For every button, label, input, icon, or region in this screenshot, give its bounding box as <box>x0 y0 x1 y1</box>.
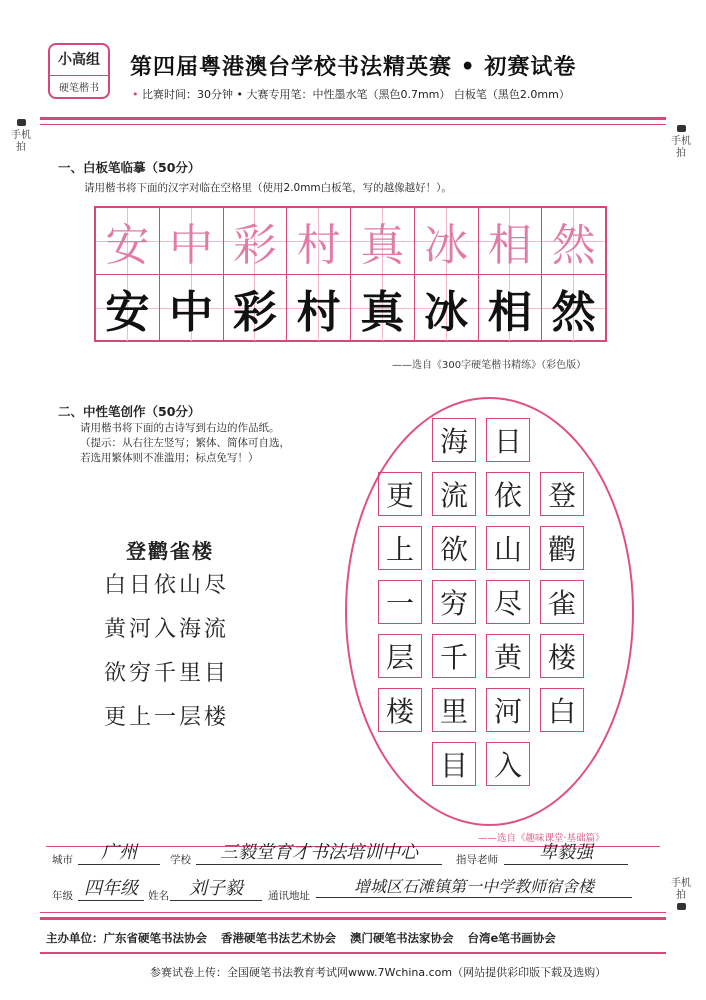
artwork-char-cell: 山 <box>486 526 530 570</box>
model-char-cell: 彩 <box>224 208 288 274</box>
artwork-char-cell: 上 <box>378 526 422 570</box>
name-label: 姓名 <box>148 890 169 902</box>
model-row <box>96 208 605 274</box>
artwork-char-cell: 登 <box>540 472 584 516</box>
camera-icon <box>677 125 686 132</box>
poem-line: 欲穷千里目 <box>104 661 230 686</box>
school-label: 学校 <box>170 854 191 866</box>
model-char-cell: 安 <box>96 208 160 274</box>
section2-instruction: 请用楷书将下面的古诗写到右边的作品纸。 （提示：从右往左竖写；繁体、简体可自选， 若选用繁体则不准滥用；标点免写！） <box>80 422 290 464</box>
artwork-char-cell: 千 <box>432 634 476 678</box>
model-char-cell: 中 <box>160 208 224 274</box>
divider <box>40 124 666 125</box>
address-field[interactable]: 增城区石滩镇第一中学教师宿舍楼 <box>316 874 632 898</box>
section2-source: ——选自《趣味课堂·基础篇》 <box>478 833 605 844</box>
student-char-cell: 安 <box>96 275 160 341</box>
section1-instruction: 请用楷书将下面的汉字对临在空格里（使用2.0mm白板笔，写的越像越好！）。 <box>84 182 452 194</box>
divider <box>40 912 666 913</box>
organizers: 主办单位：广东省硬笔书法协会 香港硬笔书法艺术协会 澳门硬笔书法家协会 台湾e笔书画协会 <box>46 931 556 945</box>
camera-icon <box>677 903 686 910</box>
artwork-char-cell: 楼 <box>378 688 422 732</box>
divider <box>40 952 666 954</box>
divider <box>40 917 666 920</box>
teacher-field[interactable]: 卑毅强 <box>504 838 628 865</box>
student-char-cell: 村 <box>287 275 351 341</box>
rules-line: 比赛时间：30分钟 • 大赛专用笔：中性墨水笔（黑色0.7mm） 白板笔（黑色2.0mm） <box>142 88 570 101</box>
tracing-grid <box>94 206 607 342</box>
student-char-cell: 相 <box>479 275 543 341</box>
side-label-right-bottom: 手机拍 <box>670 878 692 914</box>
poem-title: 登鹳雀楼 <box>126 539 214 563</box>
grade-label: 年级 <box>52 890 73 902</box>
artwork-char-cell: 鹳 <box>540 526 584 570</box>
artwork-char-cell: 一 <box>378 580 422 624</box>
artwork-char-cell: 楼 <box>540 634 584 678</box>
student-char-cell: 真 <box>351 275 415 341</box>
side-label-right: 手机拍 <box>670 124 692 160</box>
artwork-char-cell: 河 <box>486 688 530 732</box>
section2-title: 二、中性笔创作（50分） <box>58 404 201 419</box>
artwork-char-cell: 黄 <box>486 634 530 678</box>
name-field[interactable]: 刘子毅 <box>170 874 262 901</box>
model-char-cell: 相 <box>479 208 543 274</box>
student-row <box>96 274 605 341</box>
artwork-char-cell: 入 <box>486 742 530 786</box>
section1-title: 一、白板笔临摹（50分） <box>58 160 201 175</box>
model-char-cell: 冰 <box>415 208 479 274</box>
address-label: 通讯地址 <box>268 890 310 902</box>
group-badge <box>48 43 110 99</box>
model-char-cell: 村 <box>287 208 351 274</box>
section1-source: ——选自《300字硬笔楷书精练》（彩色版） <box>392 360 587 371</box>
artwork-char-cell: 日 <box>486 418 530 462</box>
student-char-cell: 彩 <box>224 275 288 341</box>
camera-icon <box>17 119 26 126</box>
artwork-char-cell: 白 <box>540 688 584 732</box>
poem-line: 白日依山尽 <box>104 573 230 598</box>
side-label-left: 手机拍 <box>10 118 32 154</box>
footer-upload: 参赛试卷上传：全国硬笔书法教育考试网www.7Wchina.com（网站提供彩印版下载及选购） <box>150 966 607 979</box>
student-char-cell: 然 <box>542 275 605 341</box>
divider <box>40 117 666 120</box>
model-char-cell: 然 <box>542 208 605 274</box>
poem-line: 黄河入海流 <box>104 617 230 642</box>
artwork-char-cell: 尽 <box>486 580 530 624</box>
page-title: 第四届粤港澳台学校书法精英赛 • 初赛试卷 <box>130 54 577 80</box>
artwork-char-cell: 依 <box>486 472 530 516</box>
artwork-char-cell: 海 <box>432 418 476 462</box>
badge-bottom: 硬笔楷书 <box>50 75 108 94</box>
rules-text: • 比赛时间：30分钟 • 大赛专用笔：中性墨水笔（黑色0.7mm） 白板笔（黑色2.0mm） <box>132 88 570 101</box>
artwork-char-cell: 穷 <box>432 580 476 624</box>
model-char-cell: 真 <box>351 208 415 274</box>
city-field[interactable]: 广州 <box>78 838 160 865</box>
badge-top: 小高组 <box>58 52 100 68</box>
school-field[interactable]: 三毅堂育才书法培训中心 <box>196 838 442 865</box>
student-char-cell: 冰 <box>415 275 479 341</box>
grade-field[interactable]: 四年级 <box>78 874 144 901</box>
artwork-char-cell: 目 <box>432 742 476 786</box>
artwork-char-cell: 里 <box>432 688 476 732</box>
city-label: 城市 <box>52 854 73 866</box>
artwork-char-cell: 流 <box>432 472 476 516</box>
artwork-char-cell: 雀 <box>540 580 584 624</box>
artwork-char-cell: 更 <box>378 472 422 516</box>
artwork-char-cell: 欲 <box>432 526 476 570</box>
poem-line: 更上一层楼 <box>104 705 230 730</box>
artwork-char-cell: 层 <box>378 634 422 678</box>
student-char-cell: 中 <box>160 275 224 341</box>
teacher-label: 指导老师 <box>456 854 498 866</box>
